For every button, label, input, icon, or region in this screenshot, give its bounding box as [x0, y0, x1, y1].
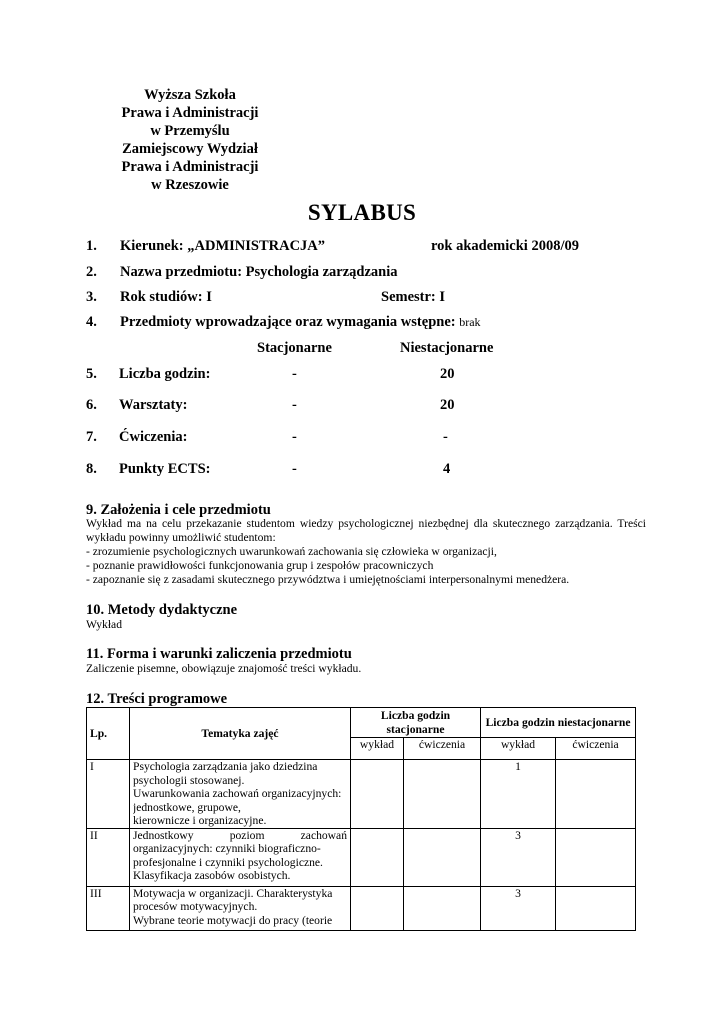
topic-line: organizacyjnych: czynniki biograficzno-	[133, 842, 321, 855]
topic-line: Uwarunkowania zachowań organizacyjnych:	[133, 787, 342, 800]
item-number: 7.	[86, 429, 97, 445]
field-prerequisites	[120, 314, 481, 331]
prerequisites-value: brak	[459, 315, 481, 329]
topic-line: psychologii stosowanej.	[133, 773, 245, 787]
topic-line: Jednostkowy poziom zachowań	[133, 828, 347, 842]
hours-row	[0, 366, 724, 386]
row-ns-lecture: 1	[481, 760, 556, 829]
institution-line: w Rzeszowie	[151, 177, 229, 193]
field-semester: Semestr: I	[381, 289, 446, 305]
field-course-name: Nazwa przedmiotu: Psychologia zarządzania	[120, 264, 398, 280]
hours-row	[0, 397, 724, 417]
hours-stationary: -	[292, 397, 297, 413]
col-lp-header: Lp.	[87, 708, 130, 760]
sub-lecture-nonstationary: wykład	[481, 738, 556, 760]
section-9-heading: 9. Założenia i cele przedmiotu	[86, 502, 271, 518]
item-1-row	[0, 238, 724, 258]
col-topic-header: Tematyka zajęć	[130, 708, 351, 760]
section-11-text: Zaliczenie pisemne, obowiązuje znajomość treści wykładu.	[86, 662, 362, 675]
topic-line: Psychologia zarządzania jako dziedzina	[133, 760, 318, 773]
section-11-heading: 11. Forma i warunki zaliczenia przedmiotu	[86, 646, 352, 662]
row-st-lecture	[351, 760, 404, 829]
mode-header-stationary: Stacjonarne	[257, 340, 332, 356]
hours-label: Ćwiczenia:	[119, 429, 188, 445]
hours-stationary: -	[292, 429, 297, 445]
field-academic-year: rok akademicki 2008/09	[431, 238, 579, 254]
row-topic	[130, 886, 351, 930]
topic-line: kierownicze i organizacyjne.	[133, 814, 267, 827]
row-lp: II	[87, 828, 130, 886]
section-9-bullets	[86, 545, 646, 587]
hours-label: Warsztaty:	[119, 397, 188, 413]
topic-line: profesjonalne i czynniki psychologiczne.	[133, 855, 323, 869]
row-st-exercise	[404, 828, 481, 886]
institution-line: w Przemyślu	[150, 123, 230, 139]
section-10-heading: 10. Metody dydaktyczne	[86, 602, 238, 618]
hours-nonstationary: 20	[440, 397, 455, 413]
hours-label: Punkty ECTS:	[119, 461, 211, 477]
hours-stationary: -	[292, 461, 297, 477]
row-ns-lecture: 3	[481, 828, 556, 886]
topic-line: Wybrane teorie motywacji do pracy (teorie	[133, 913, 333, 927]
table-header-row	[87, 708, 636, 738]
hours-nonstationary: 20	[440, 366, 455, 382]
item-number: 6.	[86, 397, 97, 413]
field-study-year: Rok studiów: I	[120, 289, 212, 305]
item-4-row	[0, 314, 724, 334]
sub-lecture-stationary: wykład	[351, 738, 404, 760]
row-lp: I	[87, 760, 130, 829]
section-10-text: Wykład	[86, 618, 123, 631]
institution-line: Zamiejscowy Wydział	[122, 141, 258, 157]
hours-row	[0, 461, 724, 481]
topic-line: Motywacja w organizacji. Charakterystyka	[133, 886, 333, 900]
institution-header	[110, 86, 270, 194]
item-number: 1.	[86, 238, 97, 254]
hours-row	[0, 429, 724, 449]
institution-line: Wyższa Szkoła	[144, 87, 236, 103]
table-row	[87, 886, 636, 930]
field-kierunek: Kierunek: „ADMINISTRACJA”	[120, 238, 326, 254]
institution-line: Prawa i Administracji	[121, 159, 259, 175]
goal-item: - zapoznanie się z zasadami skutecznego przywództwa i umiejętnościami interpersonalnymi menedżera.	[86, 573, 570, 586]
row-topic	[130, 828, 351, 886]
hours-nonstationary: -	[443, 429, 448, 445]
row-ns-lecture: 3	[481, 886, 556, 930]
item-2-row	[0, 264, 724, 284]
row-topic	[130, 760, 351, 829]
program-table	[86, 707, 636, 931]
hours-label: Liczba godzin:	[119, 366, 211, 382]
table-row	[87, 760, 636, 829]
row-st-exercise	[404, 886, 481, 930]
item-3-row	[0, 289, 724, 309]
row-ns-exercise	[556, 760, 636, 829]
document-title: SYLABUS	[307, 200, 417, 225]
prerequisites-label: Przedmioty wprowadzające oraz wymagania wstępne:	[120, 314, 456, 330]
goal-item: - poznanie prawidłowości funkcjonowania grup i zespołów pracowniczych	[86, 559, 434, 572]
goal-item: - zrozumienie psychologicznych uwarunkowań zachowania się człowieka w organizacji,	[86, 545, 497, 558]
institution-line: Prawa i Administracji	[121, 105, 259, 121]
table-row	[87, 828, 636, 886]
row-st-exercise	[404, 760, 481, 829]
row-st-lecture	[351, 886, 404, 930]
section-12-heading: 12. Treści programowe	[86, 691, 228, 707]
topic-line: procesów motywacyjnych.	[133, 900, 258, 913]
row-ns-exercise	[556, 828, 636, 886]
item-number: 3.	[86, 289, 97, 305]
sub-exercise-nonstationary: ćwiczenia	[556, 738, 636, 760]
sub-exercise-stationary: ćwiczenia	[404, 738, 481, 760]
item-number: 4.	[86, 314, 97, 330]
col-group-nonstationary: Liczba godzin niestacjonarne	[481, 708, 636, 738]
row-st-lecture	[351, 828, 404, 886]
item-number: 8.	[86, 461, 97, 477]
topic-line: jednostkowe, grupowe,	[133, 800, 241, 814]
col-group-stationary: Liczba godzin stacjonarne	[351, 708, 481, 738]
item-number: 5.	[86, 366, 97, 382]
row-lp: III	[87, 886, 130, 930]
mode-header-nonstationary: Niestacjonarne	[400, 340, 494, 356]
item-number: 2.	[86, 264, 97, 280]
hours-nonstationary: 4	[443, 461, 451, 477]
row-ns-exercise	[556, 886, 636, 930]
hours-stationary: -	[292, 366, 297, 382]
topic-line: Klasyfikacja zasobów osobistych.	[133, 869, 291, 882]
section-9-intro: Wykład ma na celu przekazanie studentom wiedzy psychologicznej niezbędnej dla skutecznego zarządzania. Treści wykładu powinny umożliwić studentom:	[86, 517, 646, 544]
